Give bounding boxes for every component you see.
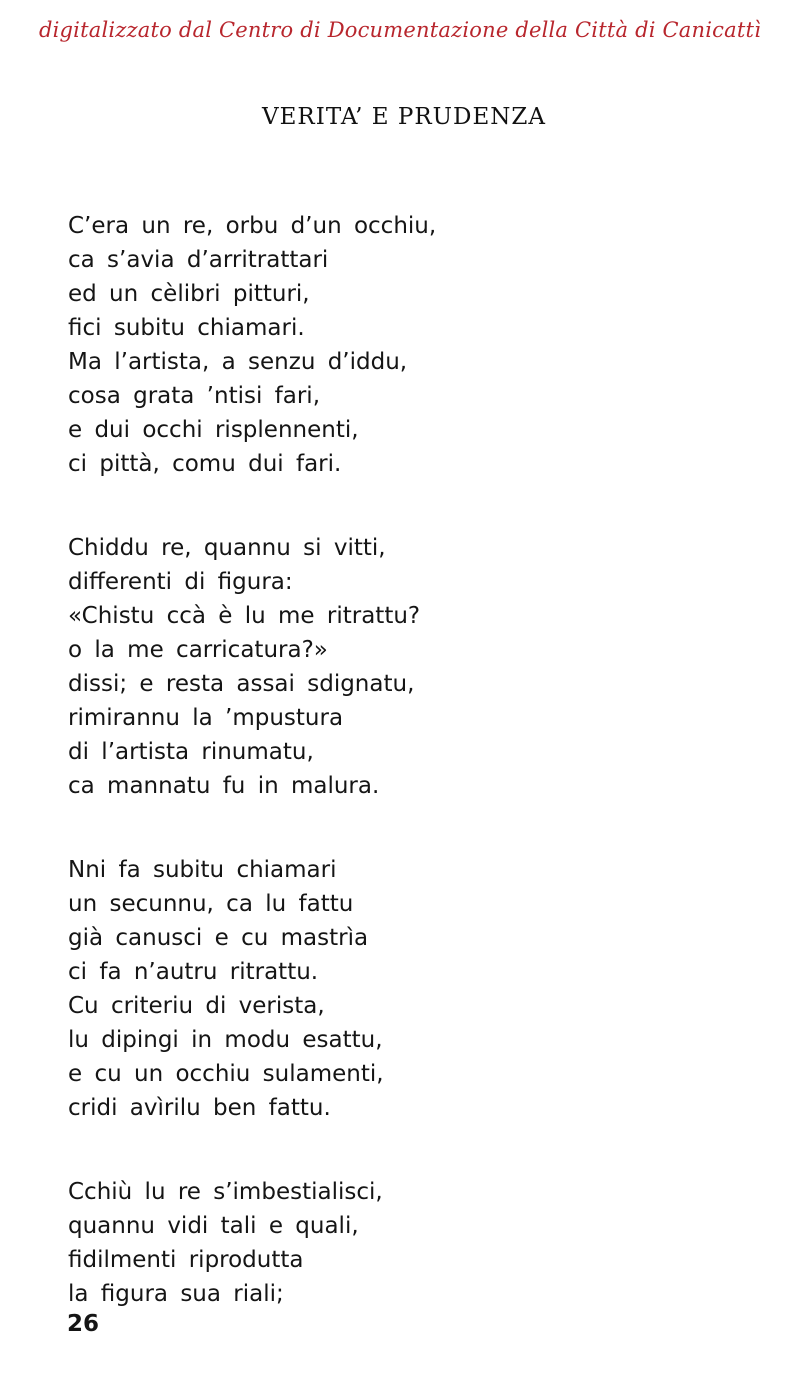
poem-line: «Chistu ccà è lu me ritrattu? [68, 603, 421, 629]
poem-line: Cu criteriu di verista, [68, 993, 325, 1019]
poem-line: ca s’avia d’arritrattari [68, 247, 329, 273]
poem-line: fici subitu chiamari. [68, 315, 305, 341]
poem-line: Nni fa subitu chiamari [68, 857, 337, 883]
poem-line: C’era un re, orbu d’un occhiu, [68, 213, 437, 239]
poem-line: già canusci e cu mastrìa [68, 925, 369, 951]
poem-line: cridi avìrilu ben fattu. [68, 1095, 331, 1121]
poem-line: dissi; e resta assai sdignatu, [68, 671, 415, 697]
poem-line: Cchiù lu re s’imbestialisci, [68, 1179, 383, 1205]
poem-line: di l’artista rinumatu, [68, 739, 314, 765]
poem-line: un secunnu, ca lu fattu [68, 891, 354, 917]
poem-line: Chiddu re, quannu si vitti, [68, 535, 386, 561]
stanza-1 [68, 209, 768, 481]
poem-line: o la me carricatura?» [68, 637, 328, 663]
poem-line: fidilmenti riprodutta [68, 1247, 304, 1273]
poem-line: lu dipingi in modu esattu, [68, 1027, 383, 1053]
poem-line: ca mannatu fu in malura. [68, 773, 380, 799]
stanza-4 [68, 1175, 768, 1311]
poem-body [68, 209, 768, 1361]
poem-line: ci fa n’autru ritrattu. [68, 959, 319, 985]
digitization-watermark: digitalizzato dal Centro di Documentazione della Città di Canicattì [38, 18, 762, 42]
poem-line: cosa grata ’ntisi fari, [68, 383, 321, 409]
poem-line: quannu vidi tali e quali, [68, 1213, 359, 1239]
poem-line: ed un cèlibri pitturi, [68, 281, 310, 307]
poem-line: rimirannu la ’mpustura [68, 705, 344, 731]
poem-line: e dui occhi risplennenti, [68, 417, 359, 443]
stanza-2 [68, 531, 768, 803]
poem-line: differenti di figura: [68, 569, 293, 595]
poem-line: Ma l’artista, a senzu d’iddu, [68, 349, 408, 375]
poem-line: la figura sua riali; [68, 1281, 284, 1307]
poem-title: VERITA’ E PRUDENZA [262, 104, 546, 130]
poem-line: e cu un occhiu sulamenti, [68, 1061, 384, 1087]
poem-line: ci pittà, comu dui fari. [68, 451, 342, 477]
page-number: 26 [67, 1311, 100, 1337]
stanza-3 [68, 853, 768, 1125]
